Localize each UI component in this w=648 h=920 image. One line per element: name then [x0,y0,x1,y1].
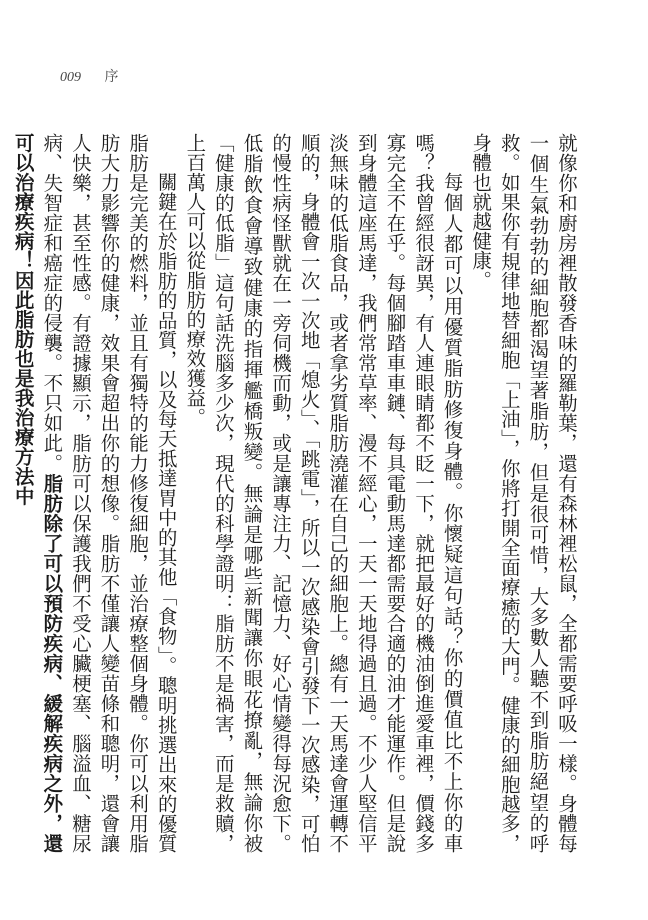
page-header [60,66,119,86]
paragraph-2: 每個人都可以用優質脂肪修復身體。你懷疑這句話？你的價值比不上你的車嗎？我曾經很訝異，有人連眼睛都不眨一下，就把最好的機油倒進愛車裡，價錢多寡完全不在乎。每個腳踏車車鏈、每具電動馬達都需要合適的油才能運作。但是說到身體這座馬達，我們常常草率、漫不經心，一天一天地得過且過。不少人堅信平淡無味的低脂食品，或者拿劣質脂肪澆灌在自己的細胞上。總有一天馬達會運轉不順的，身體會一次一次地「熄火」、「跳電」，所以一次感染會引發下一次感染，可怕的慢性病怪獸就在一旁伺機而動，或是讓專注力、記憶力、好心情變得每況愈下。低脂飲食會導致健康的指揮艦橋叛變。無論是哪些新聞讓你眼花撩亂，無論你被「健康的低脂」這句話洗腦多少次，現代的科學證明：脂肪不是禍害，而是救贖，上百萬人可以從脂肪的療效獲益。 [183,133,464,853]
paragraph-3 [8,133,180,853]
paragraph-1: 就像你和廚房裡散發香味的羅勒葉，還有森林裡松鼠，全都需要呼吸一樣。身體每一個生氣勃勃的細胞都渴望著脂肪，但是很可惜，大多數人聽不到脂肪絕望的呼救。如果你有規律地替細胞「上油」，你將打開全面療癒的大門。健康的細胞越多，身體也就越健康。 [469,133,578,853]
paragraph-3-emphasis: 脂肪除了可以預防疾病、緩解疾病之外，還可以治療疾病！因此脂肪也是我治療方法中 [11,133,64,854]
body-text [11,133,580,854]
page-number: 009 [60,70,81,85]
section-title: 序 [104,70,119,85]
paragraph-3-text: 關鍵在於脂肪的品質，以及每天抵達胃中的其他「食物」。聰明挑選出來的優質脂肪是完美的燃料，並且有獨特的能力修復細胞，並治療整個身體。你可以利用脂肪大力影響你的健康，效果會超出你的想像。脂肪不僅讓人變苗條和聰明，還會讓人快樂，甚至性感。有證據顯示，脂肪可以保護我們不受心臟梗塞、腦溢血、糖尿病、失智症和癌症的侵襲。不只如此。 [40,133,178,853]
